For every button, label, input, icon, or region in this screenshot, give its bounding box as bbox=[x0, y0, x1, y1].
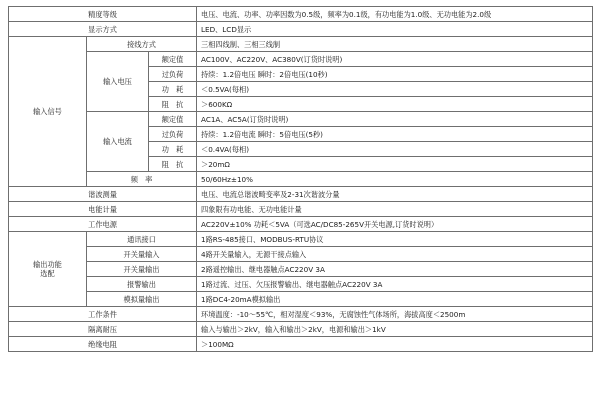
row-value-voltage-consumption: ＜0.5VA(每相) bbox=[197, 82, 593, 97]
row-label-analog-output: 模拟量输出 bbox=[87, 292, 197, 307]
row-value-wiring: 三相四线制、三相三线制 bbox=[197, 37, 593, 52]
row-label-power-supply: 工作电源 bbox=[9, 217, 197, 232]
table-row bbox=[9, 217, 593, 232]
output-function-label-line2: 选配 bbox=[40, 269, 55, 278]
row-value-accuracy-class: 电压、电流、功率、功率因数为0.5级，频率为0.1级，有功电能为1.0级、无功电能为2.0级 bbox=[197, 7, 593, 22]
row-value-frequency: 50/60Hz±10% bbox=[197, 172, 593, 187]
table-row bbox=[9, 37, 593, 52]
row-value-current-rated: AC1A、AC5A(订货时说明) bbox=[197, 112, 593, 127]
table-row bbox=[9, 172, 593, 187]
subgroup-label-input-voltage: 输入电压 bbox=[87, 52, 149, 112]
table-row bbox=[9, 232, 593, 247]
row-label-voltage-consumption: 功 耗 bbox=[149, 82, 197, 97]
table-row bbox=[9, 277, 593, 292]
row-label-display-mode: 显示方式 bbox=[9, 22, 197, 37]
row-value-harmonic-measure: 电压、电流总谐波畸变率及2-31次谐波分量 bbox=[197, 187, 593, 202]
specification-table bbox=[8, 6, 593, 352]
row-label-alarm-output: 报警输出 bbox=[87, 277, 197, 292]
table-row bbox=[9, 292, 593, 307]
table-row bbox=[9, 52, 593, 67]
row-value-current-impedance: ＞20mΩ bbox=[197, 157, 593, 172]
row-label-isolation-voltage: 隔离耐压 bbox=[9, 322, 197, 337]
table-row bbox=[9, 247, 593, 262]
table-row bbox=[9, 7, 593, 22]
row-value-voltage-overload: 持续：1.2倍电压 瞬时：2倍电压(10秒) bbox=[197, 67, 593, 82]
row-value-digital-input: 4路开关量输入，无源干接点输入 bbox=[197, 247, 593, 262]
row-value-display-mode: LED、LCD显示 bbox=[197, 22, 593, 37]
row-label-harmonic-measure: 谐波测量 bbox=[9, 187, 197, 202]
row-label-energy-metering: 电能计量 bbox=[9, 202, 197, 217]
table-row bbox=[9, 307, 593, 322]
row-label-current-consumption: 功 耗 bbox=[149, 142, 197, 157]
row-value-digital-output: 2路遥控输出、继电器触点AC220V 3A bbox=[197, 262, 593, 277]
row-value-working-condition: 环境温度：-10～55℃，相对湿度＜93%，无腐蚀性气体场所，海拔高度＜2500m bbox=[197, 307, 593, 322]
table-row bbox=[9, 322, 593, 337]
row-label-wiring: 接线方式 bbox=[87, 37, 197, 52]
row-value-current-overload: 持续：1.2倍电流 瞬时：5倍电压(5秒) bbox=[197, 127, 593, 142]
row-label-digital-output: 开关量输出 bbox=[87, 262, 197, 277]
row-label-working-condition: 工作条件 bbox=[9, 307, 197, 322]
row-label-voltage-overload: 过负荷 bbox=[149, 67, 197, 82]
table-row bbox=[9, 202, 593, 217]
row-label-voltage-rated: 额定值 bbox=[149, 52, 197, 67]
group-label-input-signal: 输入信号 bbox=[9, 37, 87, 187]
row-value-isolation-voltage: 输入与输出＞2kV，输入和输出＞2kV，电源和输出＞1kV bbox=[197, 322, 593, 337]
table-row bbox=[9, 187, 593, 202]
row-value-insulation-resistance: ＞100MΩ bbox=[197, 337, 593, 352]
row-label-current-rated: 额定值 bbox=[149, 112, 197, 127]
row-label-current-impedance: 阻 抗 bbox=[149, 157, 197, 172]
row-value-power-supply: AC220V±10% 功耗＜5VA（可选AC/DC85-265V开关电源,订货时说明） bbox=[197, 217, 593, 232]
table-row bbox=[9, 262, 593, 277]
row-value-voltage-rated: AC100V、AC220V、AC380V(订货时说明) bbox=[197, 52, 593, 67]
table-row bbox=[9, 337, 593, 352]
row-label-accuracy-class: 精度等级 bbox=[9, 7, 197, 22]
row-label-digital-input: 开关量输入 bbox=[87, 247, 197, 262]
row-label-insulation-resistance: 绝缘电阻 bbox=[9, 337, 197, 352]
row-label-voltage-impedance: 阻 抗 bbox=[149, 97, 197, 112]
table-row bbox=[9, 112, 593, 127]
row-value-comm-interface: 1路RS-485接口、MODBUS-RTU协议 bbox=[197, 232, 593, 247]
row-value-alarm-output: 1路过流、过压、欠压报警输出、继电器触点AC220V 3A bbox=[197, 277, 593, 292]
subgroup-label-input-current: 输入电流 bbox=[87, 112, 149, 172]
row-value-energy-metering: 四象限有功电能、无功电能计量 bbox=[197, 202, 593, 217]
group-label-output-function bbox=[9, 232, 87, 307]
row-label-frequency: 频 率 bbox=[87, 172, 197, 187]
table-row bbox=[9, 22, 593, 37]
row-value-current-consumption: ＜0.4VA(每相) bbox=[197, 142, 593, 157]
row-value-voltage-impedance: ＞600KΩ bbox=[197, 97, 593, 112]
row-label-current-overload: 过负荷 bbox=[149, 127, 197, 142]
output-function-label-line1: 输出功能 bbox=[33, 260, 62, 269]
row-value-analog-output: 1路DC4-20mA模拟输出 bbox=[197, 292, 593, 307]
row-label-comm-interface: 通讯接口 bbox=[87, 232, 197, 247]
